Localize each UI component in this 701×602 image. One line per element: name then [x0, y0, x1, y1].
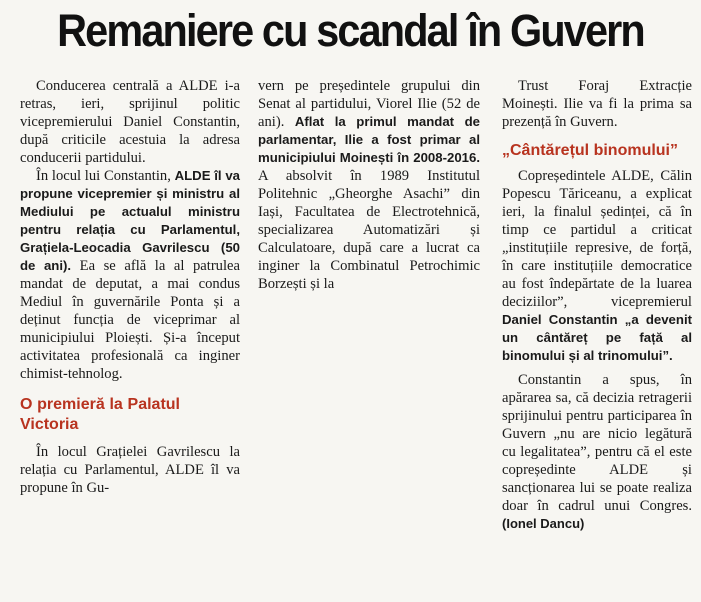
bold-text: Aflat la primul mandat de parlamentar, Ilie a fost primar al municipiului Moinești în 2008-2016. [258, 114, 480, 165]
paragraph [502, 371, 692, 533]
paragraph: Conducerea centrală a ALDE i-a retras, ieri, sprijinul politic vicepremierului Daniel Constantin, după criticile acestuia la adresa conducerii partidului. [20, 78, 240, 166]
paragraph [502, 167, 692, 365]
paragraph [258, 77, 480, 293]
column-2 [258, 77, 480, 293]
text: A absolvit în 1989 Institutul Politehnic „Gheorghe Asachi” din Iași, Facultatea de Electrotehnică, specializarea Automatizări și Calculatoare, după care a lucrat ca inginer la Combinatul Petrochimic Borzești și la [258, 168, 480, 292]
subheading: „Cântărețul binomului” [502, 142, 678, 159]
bold-text: ALDE îl va propune vicepremier și ministru al Mediului pe actualul ministru pentru relația cu Parlamentul, Grațiela-Leocadia Gavrilescu (50 de ani). [20, 168, 240, 273]
text: Constantin a spus, în apărarea sa, că decizia retragerii sprijinului pentru participarea în Guvern „nu are nicio legătură cu legalitatea”, pentru că el este copreședinte ALDE și sancționarea lui se poate realiza doar în cadrul unui Congres. [502, 372, 692, 514]
subheading: O premieră la Palatul Victoria [20, 396, 180, 433]
column-1 [20, 77, 240, 497]
text: Ea se află la al patrulea mandat de deputat, a mai condus Mediul în guvernările Ponta și a deținut funcția de viceprimar al municipiului Ploiești. Și-a început activitatea profesională ca inginer chimist-tehnolog. [20, 258, 240, 382]
text: Copreședintele ALDE, Călin Popescu Tăriceanu, a explicat ieri, la finalul ședinței, că în timp ce partidul a criticat „instituțiile represive, de forță, în care instituțiile democratice au fost îndepărtate de la luarea deciziilor”, vicepremierul [502, 168, 692, 310]
column-3 [502, 77, 692, 533]
paragraph: În locul Grațielei Gavrilescu la relația cu Parlamentul, ALDE îl va propune în Gu- [20, 444, 240, 496]
bold-text: Daniel Constantin „a devenit un cântăreț pe față al binomului și al trinomului”. [502, 312, 692, 363]
text: vern pe președintele grupului din Senat al partidului, Viorel Ilie (52 de ani). [258, 78, 480, 130]
byline: (Ionel Dancu) [502, 516, 585, 531]
text: În locul lui Constantin, [36, 168, 175, 184]
paragraph: Trust Foraj Extracție Moinești. Ilie va fi la prima sa prezență în Guvern. [502, 78, 692, 130]
paragraph [20, 167, 240, 383]
headline: Remaniere cu scandal în Guvern [57, 5, 644, 56]
